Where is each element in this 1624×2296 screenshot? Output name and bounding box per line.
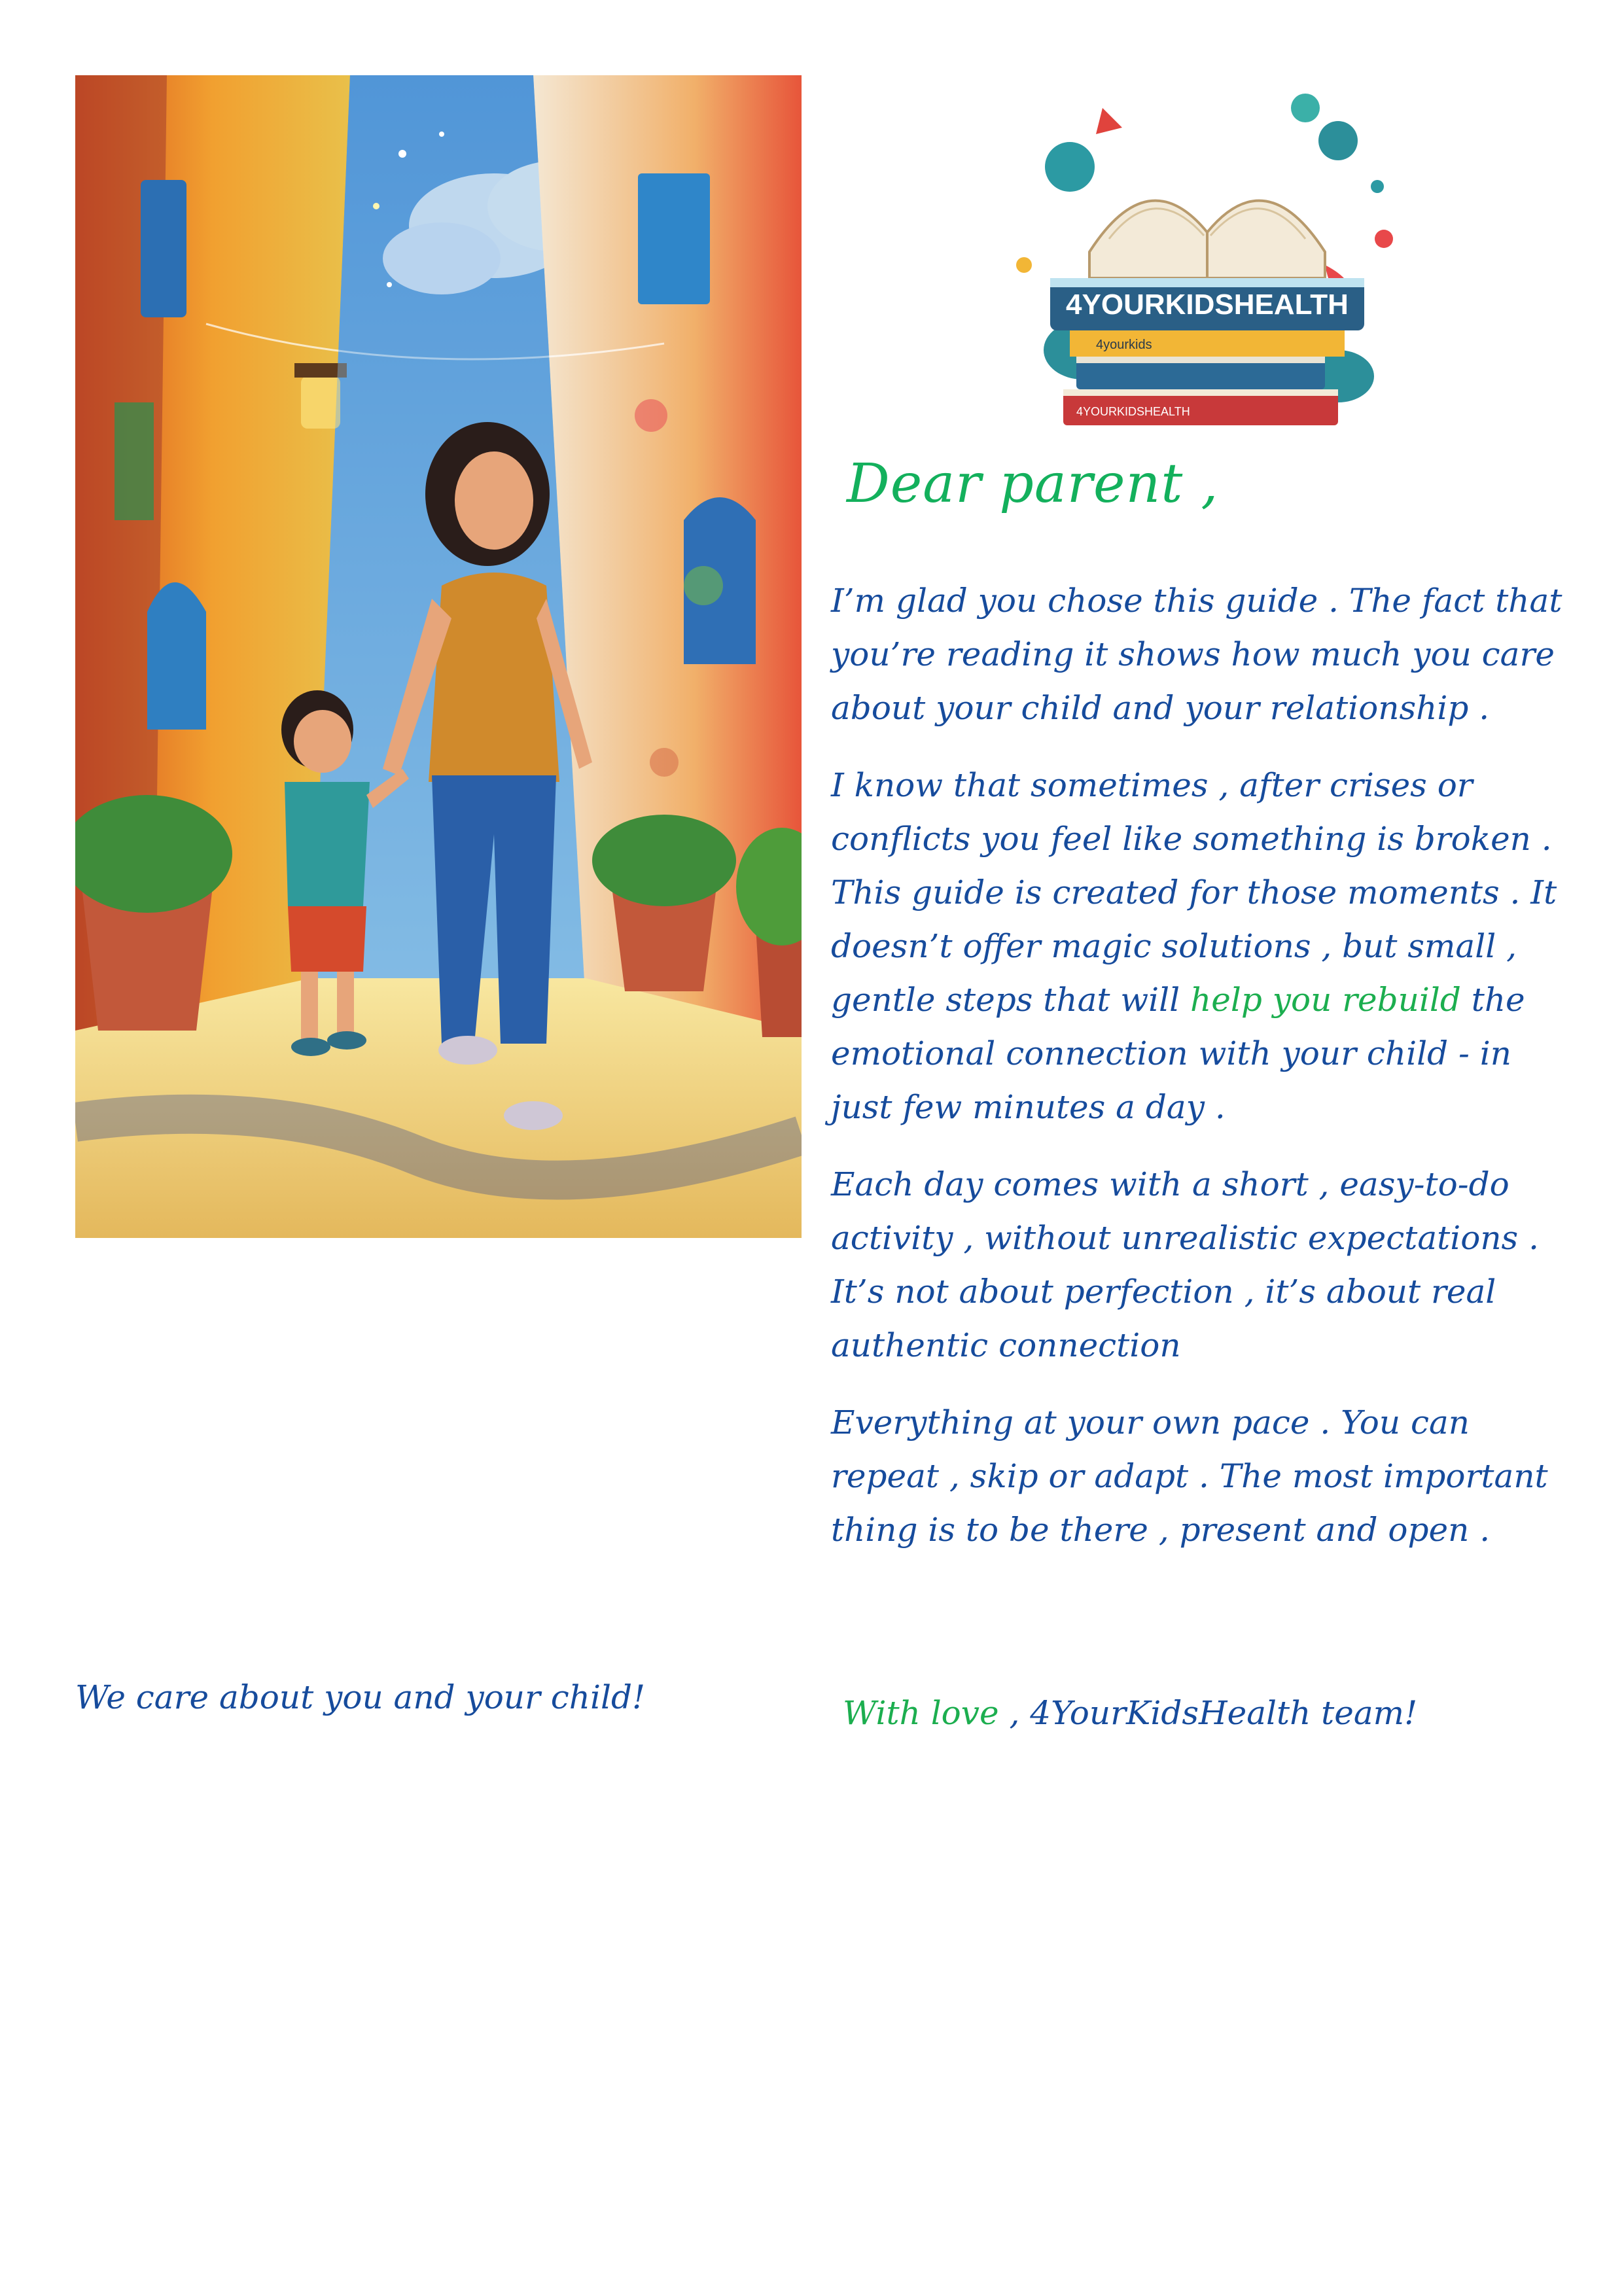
paragraph-2-end: the emotional connection with your child - in just few minutes a day . [831, 981, 1525, 1126]
logo-spine-text: 4yourkids [1096, 338, 1152, 352]
footer-note: We care about you and your child! [75, 1678, 646, 1716]
greeting: Dear parent , [847, 453, 1219, 515]
paragraph-4: Everything at your own pace . You can repeat , skip or adapt . The most important thing is to be there , present and open . [831, 1404, 1548, 1549]
paragraph-2 [831, 758, 1570, 1134]
letter-body [831, 442, 1570, 1765]
signoff [843, 1694, 1570, 1732]
brand-logo [998, 69, 1417, 435]
paragraph-2-highlight: help you rebuild [1190, 981, 1461, 1019]
logo-wordmark: 4YOURKIDSHEALTH [1066, 289, 1349, 321]
paragraph-1: I’m glad you chose this guide . The fact that you’re reading it shows how much you care about your child and your relationship . [831, 582, 1562, 727]
paragraph-3: Each day comes with a short , easy-to-do activity , without unrealistic expectations . It’s not about perfection , it’s about real authentic connection [831, 1165, 1539, 1364]
signoff-highlight: With love [843, 1694, 999, 1732]
logo-spine-text-bottom: 4YOURKIDSHEALTH [1076, 405, 1190, 418]
signoff-rest: , 4YourKidsHealth team! [998, 1694, 1418, 1732]
paragraph-2-start: I know that sometimes , after crises or conflicts you feel like something is broken . This guide is created for those moments . It doesn’t offer magic solutions , but small , gentle steps that will [831, 766, 1557, 1019]
cover-illustration [75, 75, 802, 1238]
